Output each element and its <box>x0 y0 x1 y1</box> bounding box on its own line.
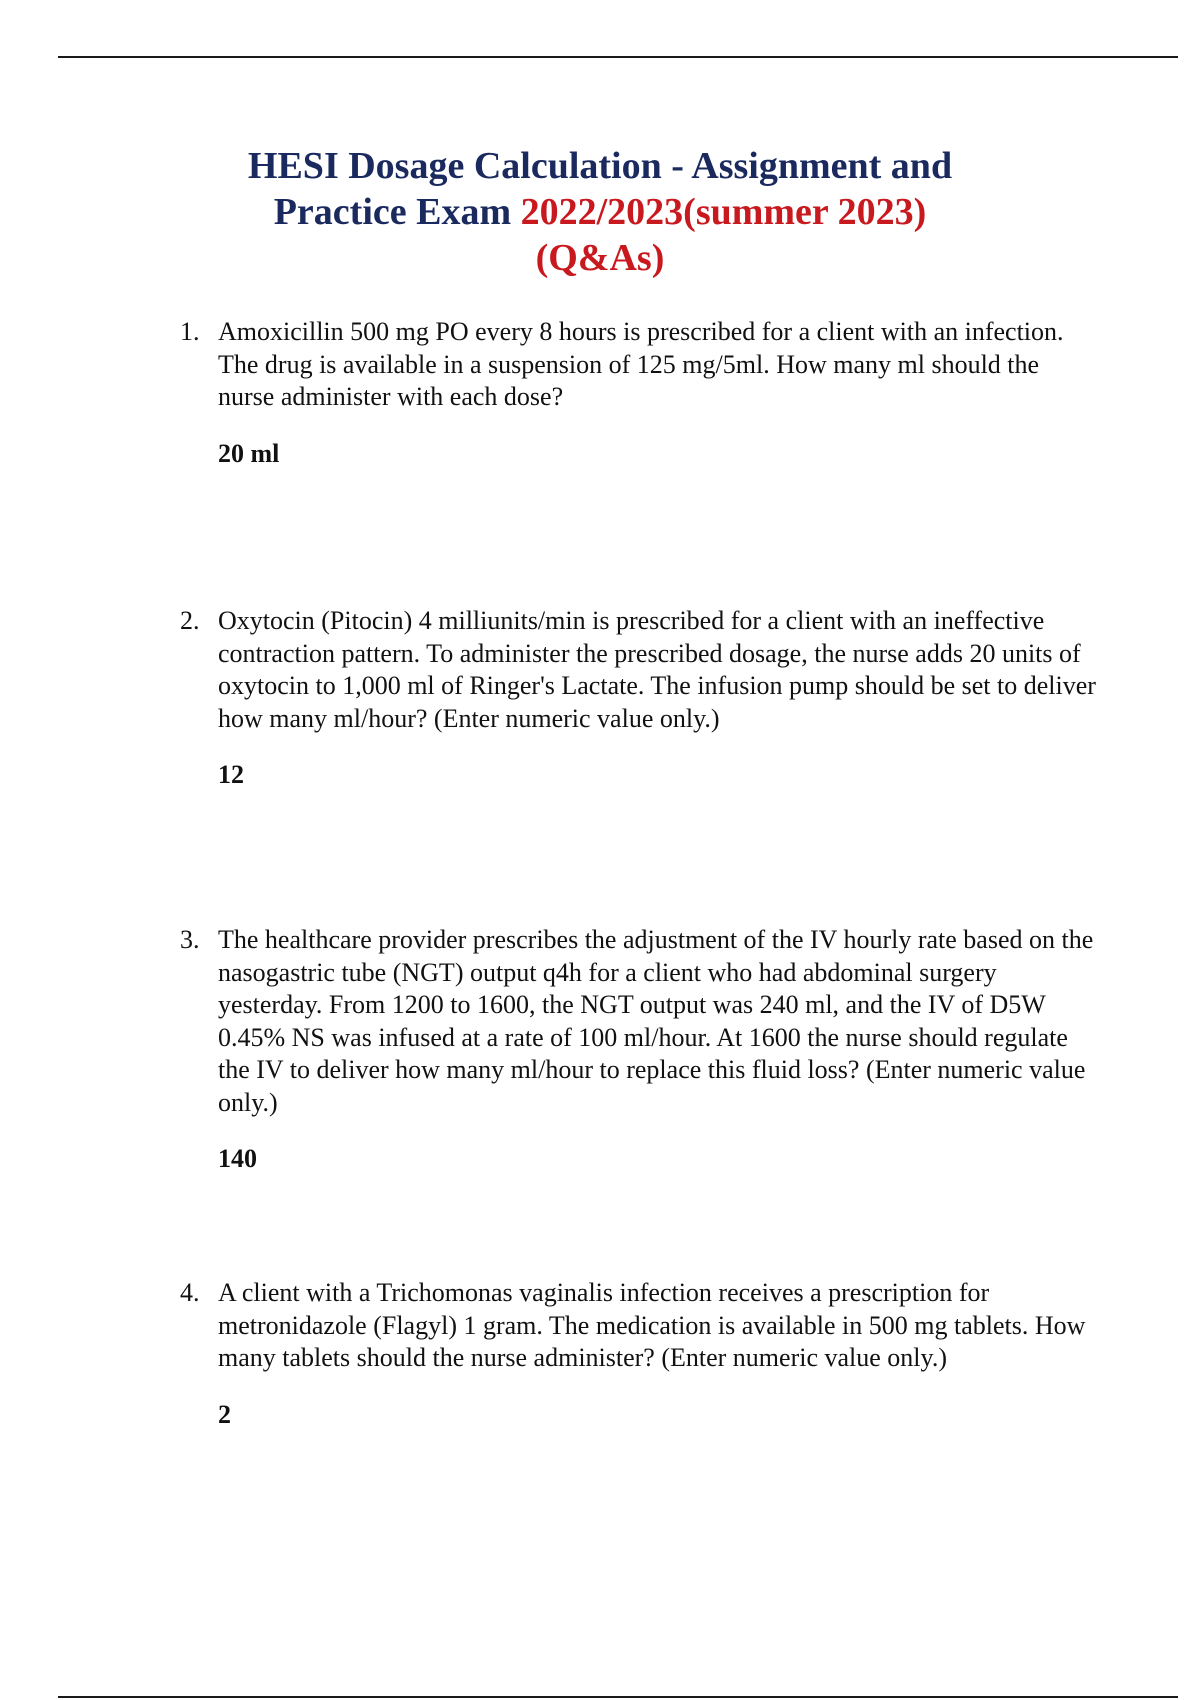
question-2 <box>180 605 1100 791</box>
document-title <box>240 143 960 281</box>
question-text: Oxytocin (Pitocin) 4 milliunits/min is prescribed for a client with an ineffective contraction pattern. To administer the prescribed dosage, the nurse adds 20 units of oxytocin to 1,000 ml of Ringer's Lactate. The infusion pump should be set to deliver how many ml/hour? (Enter numeric value only.) <box>218 606 1096 733</box>
question-number: 3. <box>180 925 200 954</box>
top-divider <box>58 56 1178 58</box>
question-answer: 2 <box>218 1399 231 1429</box>
question-number: 2. <box>180 606 200 635</box>
question-4 <box>180 1277 1100 1431</box>
question-number: 1. <box>180 317 200 346</box>
title-year: 2022/2023(summer 2023) (Q&As) <box>520 191 927 279</box>
title-main: HESI Dosage Calculation - Assignment and Practice Exam <box>247 145 953 233</box>
question-3 <box>180 924 1100 1175</box>
bottom-divider <box>58 1696 1178 1698</box>
question-text: A client with a Trichomonas vaginalis infection receives a prescription for metronidazole (Flagyl) 1 gram. The medication is available in 500 mg tablets. How many tablets should the nurse administer? (Enter numeric value only.) <box>218 1278 1086 1372</box>
question-1 <box>180 316 1100 470</box>
question-text: The healthcare provider prescribes the adjustment of the IV hourly rate based on the nasogastric tube (NGT) output q4h for a client who had abdominal surgery yesterday. From 1200 to 1600, the NGT output was 240 ml, and the IV of D5W 0.45% NS was infused at a rate of 100 ml/hour. At 1600 the nurse should regulate the IV to deliver how many ml/hour to replace this fluid loss? (Enter numeric value only.) <box>218 925 1094 1117</box>
question-text: Amoxicillin 500 mg PO every 8 hours is prescribed for a client with an infection. The drug is available in a suspension of 125 mg/5ml. How many ml should the nurse administer with each dose? <box>218 317 1064 411</box>
question-answer: 140 <box>218 1144 257 1173</box>
question-answer: 12 <box>218 760 244 789</box>
question-number: 4. <box>180 1278 200 1307</box>
question-answer: 20 ml <box>218 438 280 468</box>
